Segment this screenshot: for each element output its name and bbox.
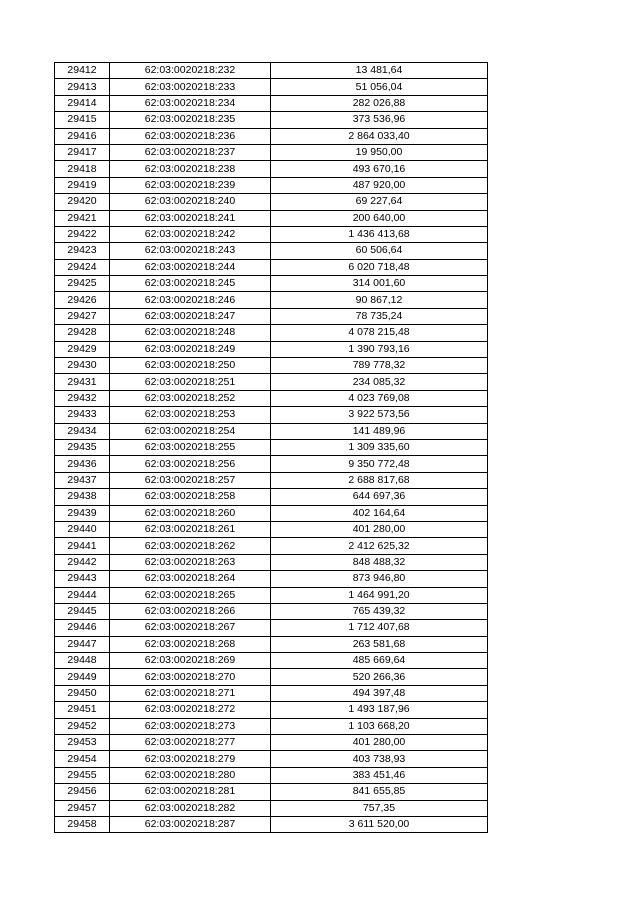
cadastral-number-cell: 62:03:0020218:245 — [110, 276, 271, 292]
cadastral-value-cell: 69 227,64 — [271, 194, 488, 210]
cadastral-value-cell: 234 085,32 — [271, 374, 488, 390]
cadastral-value-cell: 841 655,85 — [271, 784, 488, 800]
row-number-cell: 29445 — [55, 603, 110, 619]
table-row — [55, 784, 488, 800]
table-row — [55, 767, 488, 783]
row-number-cell: 29457 — [55, 800, 110, 816]
cadastral-value-cell: 2 864 033,40 — [271, 128, 488, 144]
table-row — [55, 128, 488, 144]
table-row — [55, 308, 488, 324]
cadastral-value-cell: 78 735,24 — [271, 308, 488, 324]
cadastral-number-cell: 62:03:0020218:249 — [110, 341, 271, 357]
table-row — [55, 423, 488, 439]
cadastral-number-cell: 62:03:0020218:264 — [110, 571, 271, 587]
row-number-cell: 29422 — [55, 226, 110, 242]
table-row — [55, 210, 488, 226]
row-number-cell: 29416 — [55, 128, 110, 144]
cadastral-number-cell: 62:03:0020218:238 — [110, 161, 271, 177]
row-number-cell: 29442 — [55, 554, 110, 570]
row-number-cell: 29436 — [55, 456, 110, 472]
cadastral-value-cell: 1 390 793,16 — [271, 341, 488, 357]
table-row — [55, 79, 488, 95]
cadastral-number-cell: 62:03:0020218:265 — [110, 587, 271, 603]
table-row — [55, 587, 488, 603]
cadastral-value-cell: 13 481,64 — [271, 63, 488, 79]
table-row — [55, 63, 488, 79]
cadastral-value-cell: 2 688 817,68 — [271, 472, 488, 488]
cadastral-value-cell: 2 412 625,32 — [271, 538, 488, 554]
cadastral-number-cell: 62:03:0020218:263 — [110, 554, 271, 570]
cadastral-number-cell: 62:03:0020218:239 — [110, 177, 271, 193]
cadastral-number-cell: 62:03:0020218:279 — [110, 751, 271, 767]
row-number-cell: 29426 — [55, 292, 110, 308]
cadastral-value-cell: 1 436 413,68 — [271, 226, 488, 242]
table-row — [55, 358, 488, 374]
table-row — [55, 521, 488, 537]
table-row — [55, 325, 488, 341]
row-number-cell: 29428 — [55, 325, 110, 341]
row-number-cell: 29432 — [55, 390, 110, 406]
cadastral-value-cell: 200 640,00 — [271, 210, 488, 226]
row-number-cell: 29454 — [55, 751, 110, 767]
cadastral-number-cell: 62:03:0020218:260 — [110, 505, 271, 521]
cadastral-number-cell: 62:03:0020218:235 — [110, 112, 271, 128]
cadastral-number-cell: 62:03:0020218:269 — [110, 653, 271, 669]
cadastral-number-cell: 62:03:0020218:233 — [110, 79, 271, 95]
row-number-cell: 29417 — [55, 144, 110, 160]
cadastral-value-cell: 9 350 772,48 — [271, 456, 488, 472]
row-number-cell: 29412 — [55, 63, 110, 79]
table-row — [55, 505, 488, 521]
cadastral-number-cell: 62:03:0020218:252 — [110, 390, 271, 406]
table-row — [55, 669, 488, 685]
row-number-cell: 29420 — [55, 194, 110, 210]
cadastral-number-cell: 62:03:0020218:266 — [110, 603, 271, 619]
cadastral-value-cell: 141 489,96 — [271, 423, 488, 439]
cadastral-number-cell: 62:03:0020218:244 — [110, 259, 271, 275]
row-number-cell: 29418 — [55, 161, 110, 177]
table-row — [55, 407, 488, 423]
table-row — [55, 390, 488, 406]
row-number-cell: 29455 — [55, 767, 110, 783]
table-row — [55, 439, 488, 455]
cadastral-number-cell: 62:03:0020218:253 — [110, 407, 271, 423]
cadastral-value-cell: 282 026,88 — [271, 95, 488, 111]
table-row — [55, 341, 488, 357]
cadastral-value-cell: 757,35 — [271, 800, 488, 816]
cadastral-number-cell: 62:03:0020218:232 — [110, 63, 271, 79]
table-row — [55, 816, 488, 832]
table-row — [55, 161, 488, 177]
row-number-cell: 29448 — [55, 653, 110, 669]
table-row — [55, 685, 488, 701]
cadastral-number-cell: 62:03:0020218:281 — [110, 784, 271, 800]
table-row — [55, 259, 488, 275]
cadastral-number-cell: 62:03:0020218:241 — [110, 210, 271, 226]
cadastral-value-cell: 314 001,60 — [271, 276, 488, 292]
row-number-cell: 29419 — [55, 177, 110, 193]
row-number-cell: 29423 — [55, 243, 110, 259]
cadastral-value-cell: 402 164,64 — [271, 505, 488, 521]
cadastral-value-cell: 487 920,00 — [271, 177, 488, 193]
cadastral-value-cell: 644 697,36 — [271, 489, 488, 505]
row-number-cell: 29453 — [55, 735, 110, 751]
cadastral-number-cell: 62:03:0020218:257 — [110, 472, 271, 488]
row-number-cell: 29456 — [55, 784, 110, 800]
table-row — [55, 702, 488, 718]
row-number-cell: 29427 — [55, 308, 110, 324]
row-number-cell: 29429 — [55, 341, 110, 357]
table-row — [55, 489, 488, 505]
table-row — [55, 718, 488, 734]
row-number-cell: 29441 — [55, 538, 110, 554]
cadastral-number-cell: 62:03:0020218:256 — [110, 456, 271, 472]
row-number-cell: 29449 — [55, 669, 110, 685]
cadastral-value-cell: 401 280,00 — [271, 521, 488, 537]
cadastral-value-cell: 765 439,32 — [271, 603, 488, 619]
table-row — [55, 472, 488, 488]
table-row — [55, 636, 488, 652]
row-number-cell: 29431 — [55, 374, 110, 390]
cadastral-number-cell: 62:03:0020218:280 — [110, 767, 271, 783]
row-number-cell: 29413 — [55, 79, 110, 95]
row-number-cell: 29424 — [55, 259, 110, 275]
cadastral-number-cell: 62:03:0020218:258 — [110, 489, 271, 505]
cadastral-value-cell: 4 023 769,08 — [271, 390, 488, 406]
row-number-cell: 29435 — [55, 439, 110, 455]
cadastral-value-cell: 1 464 991,20 — [271, 587, 488, 603]
row-number-cell: 29444 — [55, 587, 110, 603]
row-number-cell: 29438 — [55, 489, 110, 505]
cadastral-value-cell: 494 397,48 — [271, 685, 488, 701]
cadastral-number-cell: 62:03:0020218:242 — [110, 226, 271, 242]
cadastral-number-cell: 62:03:0020218:270 — [110, 669, 271, 685]
cadastral-number-cell: 62:03:0020218:273 — [110, 718, 271, 734]
table-row — [55, 735, 488, 751]
cadastral-number-cell: 62:03:0020218:277 — [110, 735, 271, 751]
cadastral-value-cell: 51 056,04 — [271, 79, 488, 95]
table-row — [55, 751, 488, 767]
cadastral-number-cell: 62:03:0020218:247 — [110, 308, 271, 324]
cadastral-value-cell: 485 669,64 — [271, 653, 488, 669]
cadastral-number-cell: 62:03:0020218:262 — [110, 538, 271, 554]
cadastral-number-cell: 62:03:0020218:240 — [110, 194, 271, 210]
cadastral-value-cell: 1 493 187,96 — [271, 702, 488, 718]
cadastral-number-cell: 62:03:0020218:250 — [110, 358, 271, 374]
row-number-cell: 29451 — [55, 702, 110, 718]
cadastral-value-cell: 401 280,00 — [271, 735, 488, 751]
cadastral-value-cell: 383 451,46 — [271, 767, 488, 783]
table-row — [55, 374, 488, 390]
table-row — [55, 144, 488, 160]
cadastral-value-cell: 493 670,16 — [271, 161, 488, 177]
table-row — [55, 243, 488, 259]
table-row — [55, 226, 488, 242]
cadastral-value-cell: 3 611 520,00 — [271, 816, 488, 832]
table-row — [55, 456, 488, 472]
row-number-cell: 29446 — [55, 620, 110, 636]
cadastral-value-cell: 873 946,80 — [271, 571, 488, 587]
table-row — [55, 800, 488, 816]
cadastral-number-cell: 62:03:0020218:255 — [110, 439, 271, 455]
cadastral-number-cell: 62:03:0020218:287 — [110, 816, 271, 832]
table-body — [55, 63, 488, 833]
cadastral-value-cell: 373 536,96 — [271, 112, 488, 128]
table-row — [55, 276, 488, 292]
cadastral-value-cell: 1 712 407,68 — [271, 620, 488, 636]
table-row — [55, 112, 488, 128]
cadastral-value-cell: 520 266,36 — [271, 669, 488, 685]
cadastral-value-cell: 263 581,68 — [271, 636, 488, 652]
row-number-cell: 29425 — [55, 276, 110, 292]
cadastral-number-cell: 62:03:0020218:237 — [110, 144, 271, 160]
row-number-cell: 29434 — [55, 423, 110, 439]
cadastral-value-cell: 403 738,93 — [271, 751, 488, 767]
cadastral-value-cell: 4 078 215,48 — [271, 325, 488, 341]
cadastral-number-cell: 62:03:0020218:243 — [110, 243, 271, 259]
row-number-cell: 29414 — [55, 95, 110, 111]
table-row — [55, 653, 488, 669]
table-row — [55, 292, 488, 308]
cadastral-number-cell: 62:03:0020218:268 — [110, 636, 271, 652]
row-number-cell: 29452 — [55, 718, 110, 734]
table-row — [55, 538, 488, 554]
cadastral-value-table — [54, 62, 488, 833]
row-number-cell: 29430 — [55, 358, 110, 374]
cadastral-number-cell: 62:03:0020218:236 — [110, 128, 271, 144]
row-number-cell: 29437 — [55, 472, 110, 488]
cadastral-value-cell: 90 867,12 — [271, 292, 488, 308]
cadastral-number-cell: 62:03:0020218:282 — [110, 800, 271, 816]
cadastral-number-cell: 62:03:0020218:254 — [110, 423, 271, 439]
cadastral-value-cell: 1 309 335,60 — [271, 439, 488, 455]
row-number-cell: 29421 — [55, 210, 110, 226]
table-row — [55, 571, 488, 587]
cadastral-number-cell: 62:03:0020218:271 — [110, 685, 271, 701]
row-number-cell: 29450 — [55, 685, 110, 701]
table-row — [55, 620, 488, 636]
row-number-cell: 29433 — [55, 407, 110, 423]
cadastral-value-cell: 19 950,00 — [271, 144, 488, 160]
cadastral-value-cell: 848 488,32 — [271, 554, 488, 570]
row-number-cell: 29440 — [55, 521, 110, 537]
table-row — [55, 603, 488, 619]
row-number-cell: 29443 — [55, 571, 110, 587]
table-row — [55, 177, 488, 193]
row-number-cell: 29447 — [55, 636, 110, 652]
cadastral-value-cell: 6 020 718,48 — [271, 259, 488, 275]
row-number-cell: 29439 — [55, 505, 110, 521]
cadastral-number-cell: 62:03:0020218:248 — [110, 325, 271, 341]
row-number-cell: 29415 — [55, 112, 110, 128]
cadastral-number-cell: 62:03:0020218:261 — [110, 521, 271, 537]
cadastral-value-cell: 1 103 668,20 — [271, 718, 488, 734]
cadastral-value-cell: 789 778,32 — [271, 358, 488, 374]
table-row — [55, 194, 488, 210]
cadastral-number-cell: 62:03:0020218:246 — [110, 292, 271, 308]
cadastral-number-cell: 62:03:0020218:267 — [110, 620, 271, 636]
cadastral-number-cell: 62:03:0020218:251 — [110, 374, 271, 390]
cadastral-value-cell: 3 922 573,56 — [271, 407, 488, 423]
cadastral-number-cell: 62:03:0020218:234 — [110, 95, 271, 111]
row-number-cell: 29458 — [55, 816, 110, 832]
cadastral-value-cell: 60 506,64 — [271, 243, 488, 259]
cadastral-number-cell: 62:03:0020218:272 — [110, 702, 271, 718]
table-row — [55, 554, 488, 570]
table-row — [55, 95, 488, 111]
